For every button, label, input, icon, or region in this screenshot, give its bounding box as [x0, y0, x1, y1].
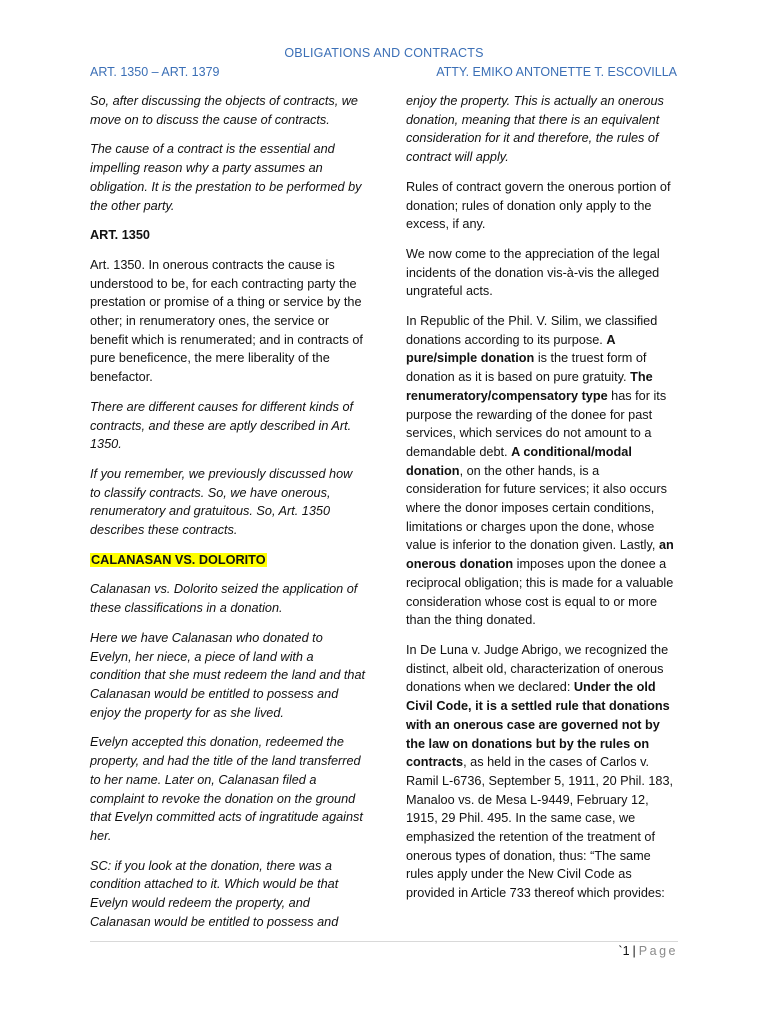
paragraph-de-luna — [406, 641, 678, 903]
case-heading — [90, 551, 366, 570]
text-run: imposes upon the donee a reciprocal obligation; this is made for a valuable consideration whose cost is equal to or more than the thing donated. — [406, 557, 674, 628]
text-run: has for its purpose the rewarding of the donee for past services, which services do not amount to a demandable debt. — [406, 388, 667, 459]
document-header-title: OBLIGATIONS AND CONTRACTS — [284, 46, 484, 60]
paragraph: The cause of a contract is the essential and impelling reason why a party assumes an obligation. It is the prestation to be performed by the other party. — [90, 142, 362, 213]
right-column — [406, 92, 678, 914]
text-run: , as held in the cases of Carlos v. Ramil L-6736, September 5, 1911, 20 Phil. 183, Manaloo vs. de Mesa L-9449, February 12, 1915, 29 Phil. 495. In the same case, we emphasized the retention of the treatment of onerous types of donation, thus: “The same rules apply under the New Civil Code as provided in Article 733 thereof which provides: — [406, 755, 674, 901]
highlighted-case-title: CALANASAN VS. DOLORITO — [91, 552, 266, 567]
bold-quote: Under the old Civil Code, it is a settled rule that donations with an onerous case are governed not by the law on donations but by the rules on contracts — [406, 680, 670, 770]
bold-term: The renumeratory/compensatory type — [406, 370, 653, 403]
bold-term: A pure/simple donation — [406, 332, 616, 366]
section-heading: ART. 1350 — [90, 228, 150, 243]
bold-term: an onerous donation — [406, 538, 674, 572]
text-run: is the truest form of donation as it is based on pure gratuity. — [406, 351, 647, 385]
left-column — [90, 92, 366, 942]
paragraph: Rules of contract govern the onerous portion of donation; rules of donation only apply to the excess, if any. — [406, 179, 671, 232]
paragraph: Here we have Calanasan who donated to Evelyn, her niece, a piece of land with a condition that she must redeem the land and that Calanasan would be entitled to possess and enjoy the property for as she lived. — [90, 630, 366, 720]
paragraph: We now come to the appreciation of the legal incidents of the donation vis-à-vis the alleged ungrateful acts. — [406, 246, 660, 299]
page-label: Page — [638, 944, 678, 958]
page-number: `1 — [618, 944, 630, 958]
paragraph: enjoy the property. This is actually an onerous donation, meaning that there is an equivalent consideration for it and therefore, the rules of contract will apply. — [406, 94, 664, 165]
paragraph-donation-types — [406, 312, 678, 630]
paragraph: There are different causes for different kinds of contracts, and these are aptly described in Art. 1350. — [90, 399, 354, 452]
text-run: , on the other hands, is a consideration for future services; it also occurs where the donor imposes certain conditions, limitations or charges upon the done, whose value is inferior to the donation given. Lastly, — [406, 463, 667, 553]
paragraph: Art. 1350. In onerous contracts the cause is understood to be, for each contracting party the prestation or promise of a thing or service by the other; in renumeratory ones, the service or benefit which is renumerated; and in contracts of pure beneficence, the mere liberality of the benefactor. — [90, 257, 363, 385]
footer-separator: | — [632, 944, 636, 958]
paragraph: Calanasan vs. Dolorito seized the application of these classifications in a donation. — [90, 582, 358, 616]
footer-divider — [90, 941, 678, 942]
paragraph: So, after discussing the objects of contracts, we move on to discuss the cause of contracts. — [90, 94, 358, 127]
text-run: In Republic of the Phil. V. Silim, we classified donations according to its purpose. — [406, 314, 658, 347]
text-run: In De Luna v. Judge Abrigo, we recognized the distinct, albeit old, characterization of onerous donations when we declared: — [406, 642, 669, 695]
article-range: ART. 1350 – ART. 1379 — [90, 65, 220, 79]
paragraph: Evelyn accepted this donation, redeemed the property, and had the title of the land transferred to her name. Later on, Calanasan filed a complaint to revoke the donation on the ground that Evelyn committed acts of ingratitude against her. — [90, 735, 363, 843]
paragraph: If you remember, we previously discussed how to classify contracts. So, we have onerous, renumeratory and gratuitous. So, Art. 1350 describes these contracts. — [90, 466, 353, 538]
author-name: ATTY. EMIKO ANTONETTE T. ESCOVILLA — [436, 65, 677, 79]
paragraph: SC: if you look at the donation, there was a condition attached to it. Which would be that Evelyn would redeem the property, and Calanasan would be entitled to possess and — [90, 858, 339, 929]
page-footer — [618, 944, 678, 958]
bold-term: A conditional/modal donation — [406, 444, 632, 478]
